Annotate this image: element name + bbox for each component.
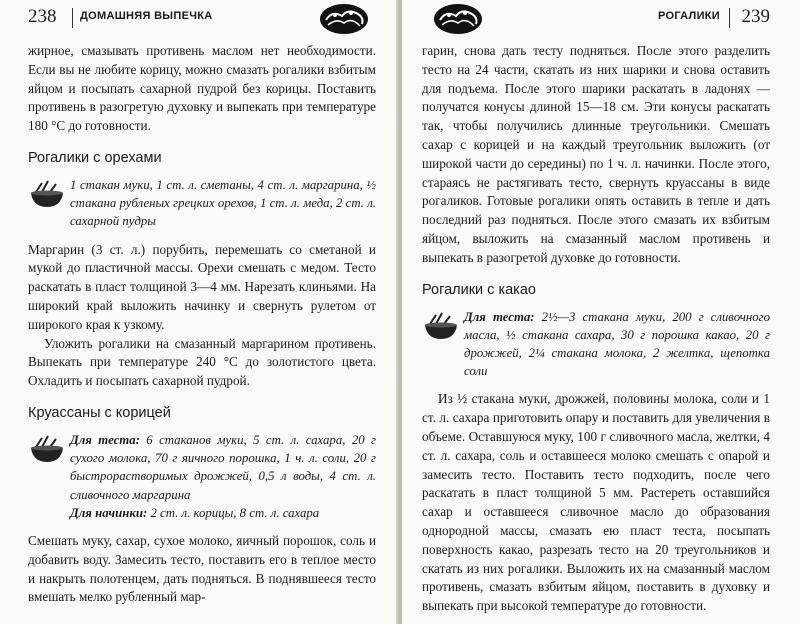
filling-label: Для начинки:	[70, 505, 148, 520]
pastry-emblem-icon	[432, 2, 484, 36]
method-paragraph: Маргарин (3 ст. л.) порубить, перемешать со сметаной и мукой до пластичной массы. Орехи смешать с медом. Тесто раскатать в пласт толщиной 3—4 мм. Нарезать клиньями. На широкий край выложить начинку и свернуть рулетом от широкого края к узкому.	[28, 241, 376, 332]
page-number: 239	[741, 6, 770, 27]
pastry-emblem-icon	[318, 2, 370, 36]
filling-ingredients: 2 ст. л. корицы, 8 ст. л. сахара	[150, 505, 320, 520]
header-divider	[729, 8, 730, 28]
right-page	[402, 0, 800, 624]
page-number: 238	[28, 6, 57, 27]
running-title: РОГАЛИКИ	[657, 10, 720, 22]
ingredients-text: 1 стакан муки, 1 ст. л. сметаны, 4 ст. л. маргарина, ½ стакана рубленых грецких орехов, 1 ст. л. меда, 2 ст. л. сахарной пудры	[70, 177, 376, 229]
ingredients-text	[70, 431, 376, 522]
method-paragraph: Смешать муку, сахар, сухое молоко, яичный порошок, соль и добавить воду. Замесить тесто, поставить его в теплое место и накрыть полотенцем, дать подняться. В поднявшееся тесто вмешать мелко рубленный мар-	[28, 532, 376, 605]
dough-label: Для теста:	[464, 309, 535, 324]
dough-label: Для теста:	[70, 432, 140, 447]
continued-paragraph: гарин, снова дать тесту подняться. После этого разделить тесто на 24 части, скатать из них шарики и снова оставить для подъема. После этого шарики раскатать в ладонях — получатся конусы длиной 15—18 см. Эти конусы раскатать так, чтобы получились длинные треугольники. Смешать сахар с корицей и на каждый треугольник выложить (от широкой части до середины) по 1 ч. л. начинки. После этого, стараясь не растягивать тесто, свернуть круассаны в виде рогаликов. Готовые рогалики опять оставить в тепле и дать последний раз подняться. После этого смазать их взбитым яйцом, выложить на смазанный маслом противень и выпекать в разогретой духовке до готовности.	[422, 43, 770, 265]
left-page-header	[28, 0, 376, 42]
method-paragraph: Уложить рогалики на смазанный маргарином противень. Выпекать при температуре 240 °С до золотистого цвета. Охладить и посыпать сахарной пудрой.	[28, 335, 376, 389]
right-page-header	[422, 0, 770, 42]
dough-ingredients: 6 стаканов муки, 5 ст. л. сахара, 20 г сухого молока, 70 г яичного порошка, 1 ч. л. соли, 20 г быстрорастворимых дрожжей, 0,5 л воды, 4 ст. л. сливочного маргарина	[70, 432, 376, 502]
mixing-bowl-icon	[28, 180, 66, 210]
recipe-title: Круассаны с корицей	[28, 404, 171, 421]
ingredients-block	[422, 308, 770, 381]
method-paragraph: Из ½ стакана муки, дрожжей, половины молока, соли и 1 ст. л. сахара приготовить опару и поставить для увеличения в объеме. Оставшуюся муку, 100 г сливочного масла, желтки, 4 ст. л. сахара, соль и оставшееся молоко смешать с опарой и замесить тесто. Поставить тесто подходить, после чего раскатать в пласт толщиной 5 мм. Растереть оставшийся сахар и оставшееся сливочное масло до образования однородной массы, смазать ею пласт теста, посыпать поверхность какао, разрезать тесто на 20 треугольников и скатать из них рогалики. Выложить их на смазанный маслом противень, смазать взбитым яйцом, поставить в духовку и выпекать при высокой температуре до готовности.	[422, 391, 770, 614]
running-title: ДОМАШНЯЯ ВЫПЕЧКА	[80, 10, 213, 22]
recipe-title: Рогалики с какао	[422, 281, 536, 298]
ingredients-block	[28, 176, 376, 231]
header-divider	[72, 8, 73, 28]
dough-ingredients: 2½—3 стакана муки, 200 г сливочного масла, ½ стакана сахара, 30 г порошка какао, 20 г дрожжей, 2¼ стакана молока, 2 желтка, щепотка соли	[464, 309, 771, 379]
ingredients-text	[464, 308, 770, 381]
left-page	[0, 0, 398, 624]
mixing-bowl-icon	[422, 312, 460, 342]
intro-paragraph: жирное, смазывать противень маслом нет необходимости. Если вы не любите корицу, можно смазать рогалики взбитым яйцом и посыпать сахарной пудрой без корицы. Поставить противень в разогретую духовку и выпекать при температуре 180 °С до готовности.	[28, 43, 376, 134]
mixing-bowl-icon	[28, 435, 66, 465]
recipe-title: Рогалики с орехами	[28, 149, 162, 166]
ingredients-block	[28, 431, 376, 522]
